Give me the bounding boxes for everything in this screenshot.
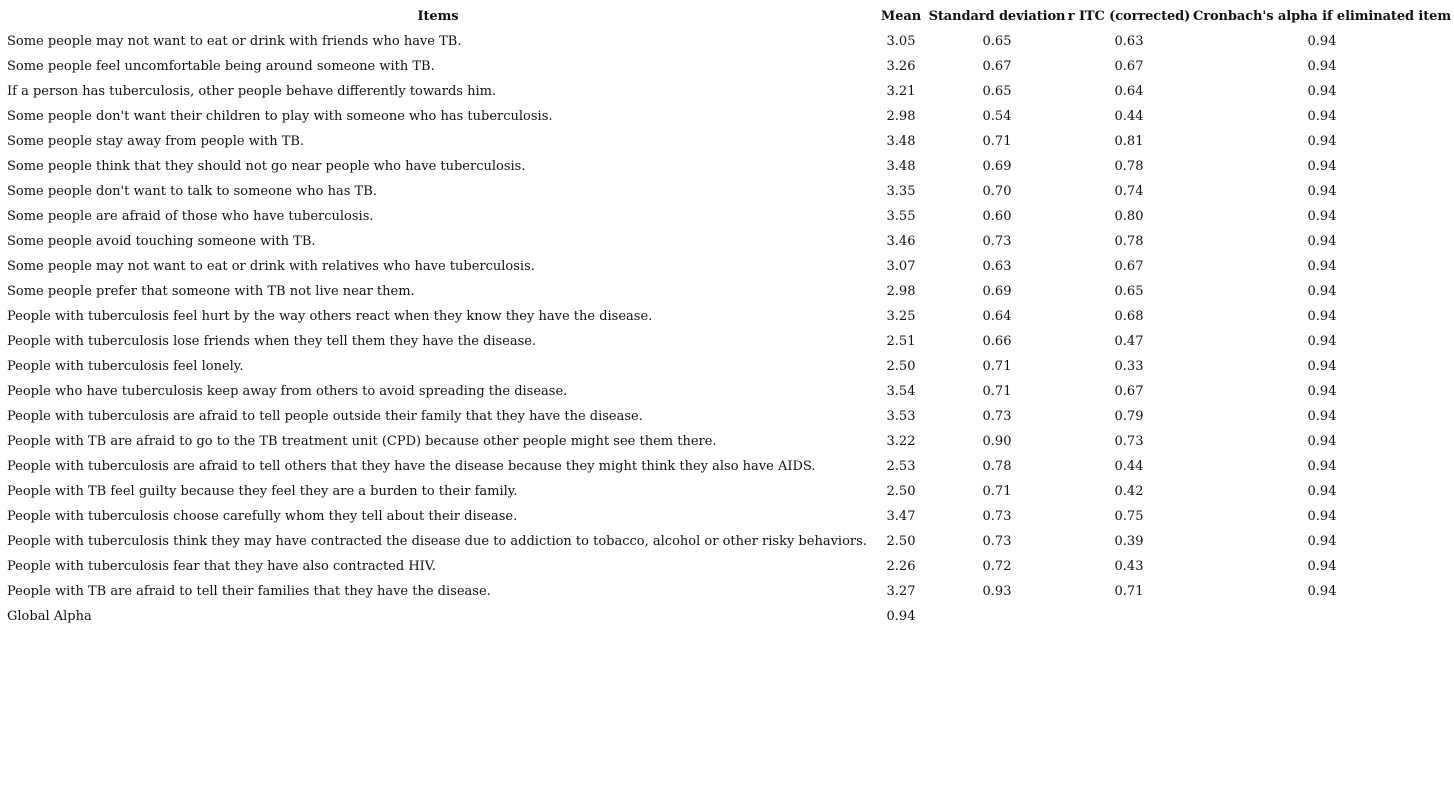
cell-alpha-if-eliminated: 0.94 bbox=[1307, 184, 1337, 199]
cell-mean: 3.54 bbox=[886, 384, 916, 399]
cell-ritc: 0.79 bbox=[1114, 409, 1144, 424]
cell-ritc: 0.67 bbox=[1114, 259, 1144, 274]
table-row bbox=[2, 604, 1452, 629]
table-row bbox=[2, 229, 1452, 254]
cell-standard-deviation: 0.66 bbox=[982, 334, 1012, 349]
cell-mean: 3.47 bbox=[886, 509, 916, 524]
table-row bbox=[2, 454, 1452, 479]
cell-alpha-if-eliminated: 0.94 bbox=[1307, 584, 1337, 599]
cell-alpha-if-eliminated: 0.94 bbox=[1307, 409, 1337, 424]
cell-mean: 3.05 bbox=[886, 34, 916, 49]
cell-mean: 2.98 bbox=[886, 109, 916, 124]
cell-ritc: 0.80 bbox=[1114, 209, 1144, 224]
table-row bbox=[2, 579, 1452, 604]
cell-mean: 3.48 bbox=[886, 134, 916, 149]
cell-item: Some people may not want to eat or drink with relatives who have tuberculosis. bbox=[7, 259, 535, 274]
cell-standard-deviation bbox=[928, 604, 1066, 629]
cell-ritc: 0.44 bbox=[1114, 109, 1144, 124]
table-body bbox=[2, 29, 1452, 629]
cell-item: People who have tuberculosis keep away from others to avoid spreading the disease. bbox=[7, 384, 568, 399]
cell-ritc: 0.42 bbox=[1114, 484, 1144, 499]
cell-mean: 3.25 bbox=[886, 309, 916, 324]
table-row bbox=[2, 554, 1452, 579]
cell-standard-deviation: 0.71 bbox=[982, 359, 1012, 374]
cell-alpha-if-eliminated: 0.94 bbox=[1307, 259, 1337, 274]
cell-mean: 3.21 bbox=[886, 84, 916, 99]
cell-item: People with tuberculosis feel lonely. bbox=[7, 359, 244, 374]
cell-standard-deviation: 0.64 bbox=[982, 309, 1012, 324]
cell-alpha-if-eliminated: 0.94 bbox=[1307, 484, 1337, 499]
cell-item: People with tuberculosis think they may have contracted the disease due to addiction to tobacco, alcohol or other risky behaviors. bbox=[7, 534, 867, 549]
cell-mean: 2.26 bbox=[886, 559, 916, 574]
table-row bbox=[2, 79, 1452, 104]
cell-ritc: 0.43 bbox=[1114, 559, 1144, 574]
cell-item: People with tuberculosis feel hurt by the way others react when they know they have the disease. bbox=[7, 309, 653, 324]
cell-ritc: 0.71 bbox=[1114, 584, 1144, 599]
cell-standard-deviation: 0.71 bbox=[982, 384, 1012, 399]
cell-item: People with tuberculosis are afraid to tell others that they have the disease because they might think they also have AIDS. bbox=[7, 459, 816, 474]
cell-ritc: 0.63 bbox=[1114, 34, 1144, 49]
cell-ritc: 0.68 bbox=[1114, 309, 1144, 324]
cell-alpha-if-eliminated: 0.94 bbox=[1307, 509, 1337, 524]
cell-ritc: 0.81 bbox=[1114, 134, 1144, 149]
cell-alpha-if-eliminated: 0.94 bbox=[1307, 459, 1337, 474]
cell-alpha-if-eliminated: 0.94 bbox=[1307, 84, 1337, 99]
stigma-scale-table-container bbox=[2, 4, 1452, 629]
cell-ritc: 0.33 bbox=[1114, 359, 1144, 374]
cell-ritc bbox=[1066, 604, 1192, 629]
cell-alpha-if-eliminated: 0.94 bbox=[1307, 434, 1337, 449]
table-row bbox=[2, 179, 1452, 204]
table-row bbox=[2, 254, 1452, 279]
cell-alpha-if-eliminated: 0.94 bbox=[1307, 159, 1337, 174]
cell-mean: 3.27 bbox=[886, 584, 916, 599]
cell-item: Some people prefer that someone with TB not live near them. bbox=[7, 284, 415, 299]
cell-ritc: 0.78 bbox=[1114, 159, 1144, 174]
cell-item: Global Alpha bbox=[7, 609, 92, 624]
table-row bbox=[2, 404, 1452, 429]
cell-standard-deviation: 0.65 bbox=[982, 84, 1012, 99]
cell-ritc: 0.67 bbox=[1114, 59, 1144, 74]
cell-ritc: 0.65 bbox=[1114, 284, 1144, 299]
table-row bbox=[2, 304, 1452, 329]
cell-item: Some people don't want to talk to someone who has TB. bbox=[7, 184, 377, 199]
cell-mean: 3.07 bbox=[886, 259, 916, 274]
cell-standard-deviation: 0.70 bbox=[982, 184, 1012, 199]
header-alpha-if-eliminated: Cronbach's alpha if eliminated item bbox=[1192, 9, 1451, 24]
cell-item: If a person has tuberculosis, other people behave differently towards him. bbox=[7, 84, 497, 99]
header-items: Items bbox=[417, 9, 459, 24]
cell-mean: 0.94 bbox=[886, 609, 916, 624]
cell-standard-deviation: 0.73 bbox=[982, 534, 1012, 549]
cell-alpha-if-eliminated: 0.94 bbox=[1307, 559, 1337, 574]
cell-alpha-if-eliminated: 0.94 bbox=[1307, 209, 1337, 224]
cell-standard-deviation: 0.90 bbox=[982, 434, 1012, 449]
cell-item: Some people don't want their children to play with someone who has tuberculosis. bbox=[7, 109, 553, 124]
cell-alpha-if-eliminated: 0.94 bbox=[1307, 234, 1337, 249]
cell-item: People with TB are afraid to tell their families that they have the disease. bbox=[7, 584, 491, 599]
cell-mean: 2.50 bbox=[886, 359, 916, 374]
stigma-scale-table bbox=[2, 4, 1452, 629]
cell-alpha-if-eliminated: 0.94 bbox=[1307, 134, 1337, 149]
cell-standard-deviation: 0.71 bbox=[982, 484, 1012, 499]
cell-alpha-if-eliminated: 0.94 bbox=[1307, 384, 1337, 399]
cell-mean: 3.22 bbox=[886, 434, 916, 449]
table-row bbox=[2, 204, 1452, 229]
cell-alpha-if-eliminated: 0.94 bbox=[1307, 334, 1337, 349]
cell-alpha-if-eliminated: 0.94 bbox=[1307, 534, 1337, 549]
table-row bbox=[2, 29, 1452, 54]
cell-standard-deviation: 0.69 bbox=[982, 159, 1012, 174]
cell-ritc: 0.73 bbox=[1114, 434, 1144, 449]
cell-alpha-if-eliminated: 0.94 bbox=[1307, 34, 1337, 49]
cell-item: Some people avoid touching someone with TB. bbox=[7, 234, 316, 249]
header-mean: Mean bbox=[880, 9, 922, 24]
header-standard-deviation: Standard deviation bbox=[928, 9, 1066, 24]
cell-standard-deviation: 0.71 bbox=[982, 134, 1012, 149]
cell-item: People with TB feel guilty because they feel they are a burden to their family. bbox=[7, 484, 518, 499]
cell-alpha-if-eliminated: 0.94 bbox=[1307, 59, 1337, 74]
table-row bbox=[2, 104, 1452, 129]
cell-ritc: 0.39 bbox=[1114, 534, 1144, 549]
cell-alpha-if-eliminated: 0.94 bbox=[1307, 309, 1337, 324]
cell-standard-deviation: 0.73 bbox=[982, 234, 1012, 249]
cell-ritc: 0.67 bbox=[1114, 384, 1144, 399]
table-row bbox=[2, 429, 1452, 454]
cell-mean: 3.53 bbox=[886, 409, 916, 424]
cell-ritc: 0.64 bbox=[1114, 84, 1144, 99]
table-header bbox=[2, 4, 1452, 29]
cell-mean: 3.35 bbox=[886, 184, 916, 199]
cell-item: People with tuberculosis lose friends when they tell them they have the disease. bbox=[7, 334, 537, 349]
cell-item: Some people are afraid of those who have tuberculosis. bbox=[7, 209, 374, 224]
cell-mean: 2.98 bbox=[886, 284, 916, 299]
cell-item: People with TB are afraid to go to the TB treatment unit (CPD) because other people might see them there. bbox=[7, 434, 717, 449]
cell-alpha-if-eliminated bbox=[1192, 604, 1452, 629]
cell-mean: 3.46 bbox=[886, 234, 916, 249]
table-row bbox=[2, 504, 1452, 529]
cell-ritc: 0.47 bbox=[1114, 334, 1144, 349]
cell-item: Some people may not want to eat or drink with friends who have TB. bbox=[7, 34, 462, 49]
table-row bbox=[2, 54, 1452, 79]
cell-standard-deviation: 0.93 bbox=[982, 584, 1012, 599]
cell-item: People with tuberculosis choose carefully whom they tell about their disease. bbox=[7, 509, 518, 524]
cell-standard-deviation: 0.73 bbox=[982, 409, 1012, 424]
cell-ritc: 0.75 bbox=[1114, 509, 1144, 524]
cell-mean: 3.48 bbox=[886, 159, 916, 174]
table-row bbox=[2, 329, 1452, 354]
table-row bbox=[2, 354, 1452, 379]
cell-mean: 2.51 bbox=[886, 334, 916, 349]
cell-item: Some people think that they should not go near people who have tuberculosis. bbox=[7, 159, 526, 174]
cell-alpha-if-eliminated: 0.94 bbox=[1307, 109, 1337, 124]
table-row bbox=[2, 379, 1452, 404]
table-row bbox=[2, 279, 1452, 304]
header-row bbox=[2, 4, 1452, 29]
cell-standard-deviation: 0.60 bbox=[982, 209, 1012, 224]
cell-ritc: 0.78 bbox=[1114, 234, 1144, 249]
cell-standard-deviation: 0.69 bbox=[982, 284, 1012, 299]
cell-standard-deviation: 0.73 bbox=[982, 509, 1012, 524]
cell-item: Some people feel uncomfortable being around someone with TB. bbox=[7, 59, 435, 74]
cell-item: Some people stay away from people with TB. bbox=[7, 134, 305, 149]
cell-mean: 2.50 bbox=[886, 534, 916, 549]
header-ritc: r ITC (corrected) bbox=[1067, 9, 1191, 24]
cell-ritc: 0.44 bbox=[1114, 459, 1144, 474]
cell-standard-deviation: 0.54 bbox=[982, 109, 1012, 124]
cell-alpha-if-eliminated: 0.94 bbox=[1307, 359, 1337, 374]
cell-alpha-if-eliminated: 0.94 bbox=[1307, 284, 1337, 299]
table-row bbox=[2, 479, 1452, 504]
cell-mean: 2.50 bbox=[886, 484, 916, 499]
table-row bbox=[2, 154, 1452, 179]
cell-standard-deviation: 0.72 bbox=[982, 559, 1012, 574]
cell-mean: 2.53 bbox=[886, 459, 916, 474]
cell-item: People with tuberculosis are afraid to tell people outside their family that they have the disease. bbox=[7, 409, 643, 424]
cell-standard-deviation: 0.78 bbox=[982, 459, 1012, 474]
table-row bbox=[2, 529, 1452, 554]
cell-standard-deviation: 0.65 bbox=[982, 34, 1012, 49]
cell-ritc: 0.74 bbox=[1114, 184, 1144, 199]
cell-standard-deviation: 0.63 bbox=[982, 259, 1012, 274]
cell-mean: 3.55 bbox=[886, 209, 916, 224]
cell-item: People with tuberculosis fear that they have also contracted HIV. bbox=[7, 559, 437, 574]
cell-mean: 3.26 bbox=[886, 59, 916, 74]
cell-standard-deviation: 0.67 bbox=[982, 59, 1012, 74]
table-row bbox=[2, 129, 1452, 154]
